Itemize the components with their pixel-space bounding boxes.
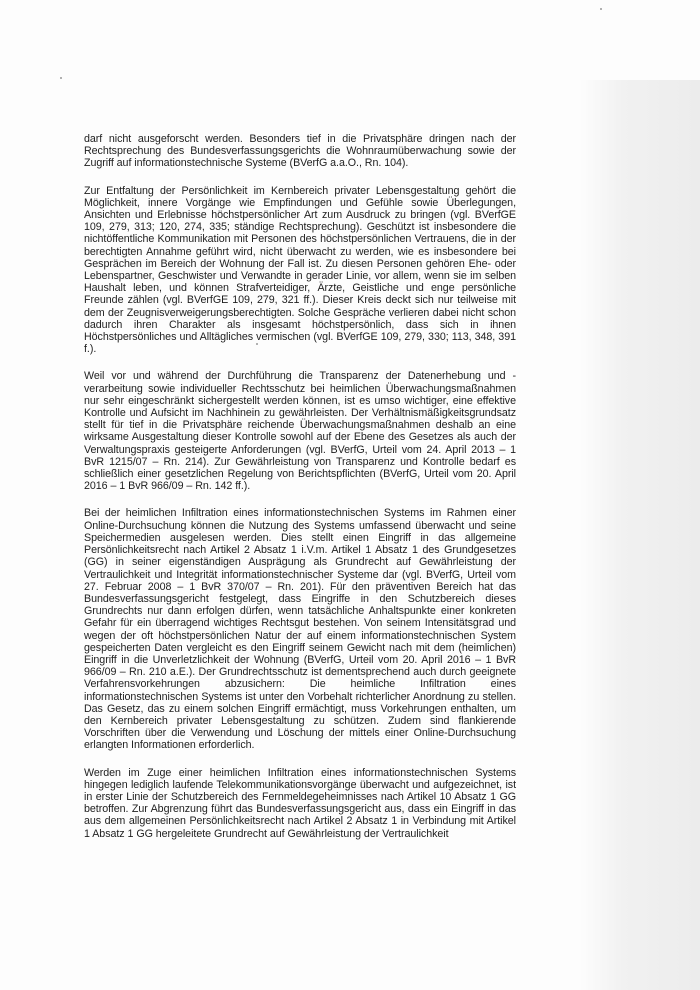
scan-shadow (580, 80, 700, 990)
scan-speck (60, 77, 62, 79)
paragraph-2: Zur Entfaltung der Persönlichkeit im Kernbereich privater Lebensgestaltung gehört die Möglichkeit, innere Vorgänge wie Empfindungen und Gefühle sowie Überlegungen, Ansichten und Erlebnisse höchstpersönlicher Art zum Ausdruck zu bringen (vgl. BVerfGE 109, 279, 313; 120, 274, 335; ständige Rechtsprechung). Geschützt ist insbesondere die nichtöffentliche Kommunikation mit Personen des höchstpersönlichen Vertrauens, die in der berechtigten Annahme geführt wird, nicht überwacht zu werden, wie es insbesondere bei Gesprächen im Bereich der Wohnung der Fall ist. Zu diesen Personen gehören Ehe- oder Lebenspartner, Geschwister und Verwandte in gerader Linie, vor allem, wenn sie im selben Haushalt leben, und können Strafverteidiger, Ärzte, Geistliche und enge persönliche Freunde zählen (vgl. BVerfGE 109, 279, 321 ff.). Dieser Kreis deckt sich nur teilweise mit dem der Zeugnisverweigerungsberechtigten. Solche Gespräche verlieren dabei nicht schon dadurch ihren Charakter als insgesamt höchstpersönlich, dass sich in ihnen Höchstpersönliches und Alltägliches vermischen (vgl. BVerfGE 109, 279, 330; 113, 348, 391 f.). (84, 184, 516, 356)
body-text (84, 133, 516, 855)
paragraph-5: Werden im Zuge einer heimlichen Infiltration eines informationstechnischen Systems hingegen lediglich laufende Telekommunikationsvorgänge überwacht und aufgezeichnet, ist in erster Linie der Schutzbereich des Fernmeldegeheimnisses nach Artikel 10 Absatz 1 GG betroffen. Zur Abgrenzung führt das Bundesverfassungsgericht aus, dass ein Eingriff in das aus dem allgemeinen Persönlichkeitsrecht nach Artikel 2 Absatz 1 in Verbindung mit Artikel 1 Absatz 1 GG hergeleitete Grundrecht auf Gewährleistung der Vertraulichkeit (84, 766, 516, 840)
paragraph-4: Bei der heimlichen Infiltration eines informationstechnischen Systems im Rahmen einer Online-Durchsuchung können die Nutzung des Systems umfassend überwacht und seine Speichermedien ausgelesen werden. Dies stellt einen Eingriff in das allgemeine Persönlichkeitsrecht nach Artikel 2 Absatz 1 i.V.m. Artikel 1 Absatz 1 des Grundgesetzes (GG) in seiner eigenständigen Ausprägung als Grundrecht auf Gewährleistung der Vertraulichkeit und Integrität informationstechnischer Systeme dar (vgl. BVerfG, Urteil vom 27. Februar 2008 – 1 BvR 370/07 – Rn. 201). Für den präventiven Bereich hat das Bundesverfassungsgericht festgelegt, dass Eingriffe in den Schutzbereich dieses Grundrechts nur dann erfolgen dürfen, wenn tatsächliche Anhaltspunkte einer konkreten Gefahr für ein überragend wichtiges Rechtsgut bestehen. Von seinem Intensitätsgrad und wegen der oft höchstpersönlichen Natur der auf einem informationstechnischen System gespeicherten Daten vergleicht es den Eingriff seinem Gewicht nach mit dem (heimlichen) Eingriff in die Unverletzlichkeit der Wohnung (BVerfG, Urteil vom 20. April 2016 – 1 BvR 966/09 – Rn. 210 a.E.). Der Grundrechtsschutz ist dementsprechend auch durch geeignete Verfahrensvorkehrungen abzusichern: Die heimliche Infiltration eines informationstechnischen Systems ist unter den Vorbehalt richterlicher Anordnung zu stellen. Das Gesetz, das zu einem solchen Eingriff ermächtigt, muss Vorkehrungen enthalten, um den Kernbereich privater Lebensgestaltung zu schützen. Zudem sind flankierende Vorschriften über die Verwendung und Löschung der mittels einer Online-Durchsuchung erlangten Informationen erforderlich. (84, 507, 516, 752)
scan-speck (600, 8, 602, 10)
paragraph-3: Weil vor und während der Durchführung die Transparenz der Datenerhebung und -verarbeitung sowie individueller Rechtsschutz bei heimlichen Überwachungsmaßnahmen nur sehr eingeschränkt sichergestellt werden können, ist es umso wichtiger, eine effektive Kontrolle und Aufsicht im Nachhinein zu gewährleisten. Der Verhältnismäßigkeitsgrundsatz stellt für tief in die Privatsphäre reichende Überwachungsmaßnahmen deshalb an eine wirksame Ausgestaltung dieser Kontrolle sowohl auf der Ebene des Gesetzes als auch der Verwaltungspraxis gesteigerte Anforderungen (vgl. BVerfG, Urteil vom 24. April 2013 – 1 BvR 1215/07 – Rn. 214). Zur Gewährleistung von Transparenz und Kontrolle bedarf es schließlich einer gesetzlichen Regelung von Berichtspflichten (BVerfG, Urteil vom 20. April 2016 – 1 BvR 966/09 – Rn. 142 ff.). (84, 370, 516, 493)
paragraph-1: darf nicht ausgeforscht werden. Besonders tief in die Privatsphäre dringen nach der Rechtsprechung des Bundesverfassungsgerichts die Wohnraumüberwachung sowie der Zugriff auf informationstechnische Systeme (BVerfG a.a.O., Rn. 104). (84, 133, 516, 170)
